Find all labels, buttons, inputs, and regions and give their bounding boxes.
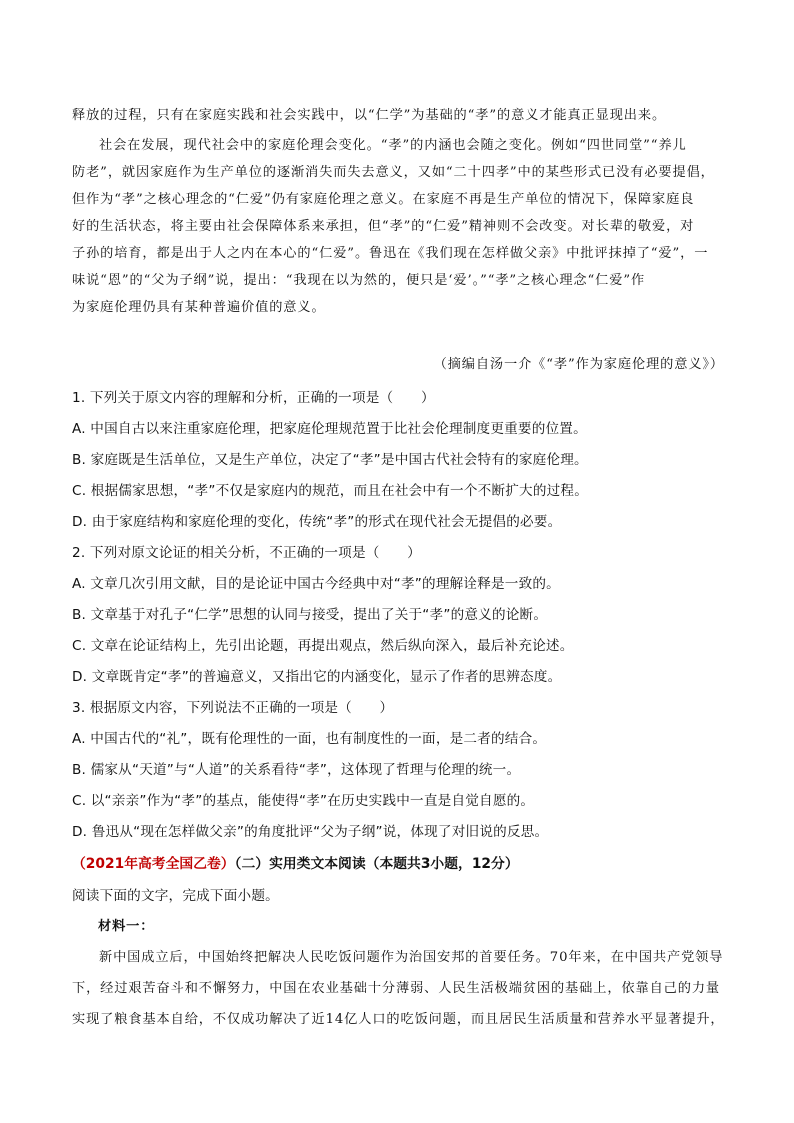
answer-option[interactable]: D. 由于家庭结构和家庭伦理的变化，传统“孝”的形式在现代社会无提倡的必要。 [72, 514, 562, 530]
answer-option[interactable]: A. 中国古代的“礼”，既有伦理性的一面，也有制度性的一面，是二者的结合。 [72, 731, 547, 747]
material-line: 下，经过艰苦奋斗和不懈努力，中国在农业基础十分薄弱、人民生活极端贫困的基础上，依靠自己的力量 [72, 981, 721, 996]
passage-line: 释放的过程，只有在家庭实践和社会实践中，以“仁学”为基础的“孝”的意义才能真正显现出来。 [72, 108, 667, 123]
material-line: 实现了粮食基本自给，不仅成功解决了近14亿人口的吃饭问题，而且居民生活质量和营养水平显著提升， [72, 1012, 725, 1027]
question-stem: 1. 下列关于原文内容的理解和分析，正确的一项是（ ） [72, 390, 435, 406]
material-label: 材料一： [98, 919, 155, 934]
answer-option[interactable]: C. 文章在论证结构上，先引出论题，再提出观点，然后纵向深入，最后补充论述。 [72, 638, 574, 654]
answer-option[interactable]: B. 儒家从“天道”与“人道”的关系看待“孝”，这体现了哲理与伦理的统一。 [72, 762, 521, 778]
answer-option[interactable]: C. 以“亲亲”作为“孝”的基点，能使得“孝”在历史实践中一直是自觉自愿的。 [72, 793, 535, 809]
answer-option[interactable]: D. 文章既肯定“孝”的普遍意义，又指出它的内涵变化，显示了作者的思辨态度。 [72, 669, 562, 685]
answer-option[interactable]: C. 根据儒家思想，“孝”不仅是家庭内的规范，而且在社会中有一个不断扩大的过程。 [72, 483, 588, 499]
question-stem: 3. 根据原文内容，下列说法不正确的一项是（ ） [72, 700, 394, 716]
passage-line: 防老”，就因家庭作为生产单位的逐渐消失而失去意义，又如“二十四孝”中的某些形式已没有必要提倡， [72, 165, 715, 180]
question-stem: 2. 下列对原文论证的相关分析，不正确的一项是（ ） [72, 545, 421, 561]
answer-option[interactable]: D. 鲁迅从“现在怎样做父亲”的角度批评“父为子纲”说，体现了对旧说的反思。 [72, 824, 549, 840]
passage-line: 但作为“孝”之核心理念的“仁爱”仍有家庭伦理之意义。在家庭不再是生产单位的情况下，保障家庭良 [72, 192, 695, 207]
section-title: （二）实用类文本阅读（本题共3小题，12分） [234, 856, 519, 872]
answer-option[interactable]: A. 中国自古以来注重家庭伦理，把家庭伦理规范置于比社会伦理制度更重要的位置。 [72, 421, 587, 437]
material-line: 新中国成立后，中国始终把解决人民吃饭问题作为治国安邦的首要任务。70年来，在中国共产党领导 [99, 950, 724, 965]
passage-line: 社会在发展，现代社会中的家庭伦理会变化。“孝”的内涵也会随之变化。例如“四世同堂”“养儿 [99, 138, 687, 153]
passage-line: 为家庭伦理仍具有某种普遍价值的意义。 [72, 300, 326, 315]
passage-line: 子孙的培育，都是出于人之内在本心的“仁爱”。鲁迅在《我们现在怎样做父亲》中批评抹掉了“爱”，一 [72, 246, 709, 261]
passage-line: 好的生活状态，将主要由社会保障体系来承担，但“孝”的“仁爱”精神则不会改变。对长辈的敬爱，对 [72, 219, 695, 234]
passage-line: 味说“恩”的“父为子纲”说，提出：“我现在以为然的，便只是‘爱’。”“孝”之核心理念“仁爱”作 [72, 273, 646, 288]
section-heading [72, 852, 519, 872]
source-attribution: （摘编自汤一介《“孝”作为家庭伦理的意义》） [433, 357, 724, 372]
instruction-text: 阅读下面的文字，完成下面小题。 [72, 888, 279, 904]
answer-option[interactable]: B. 文章基于对孔子“仁学”思想的认同与接受，提出了关于“孝”的意义的论断。 [72, 607, 548, 623]
exam-source-tag: （2021年高考全国乙卷） [72, 856, 235, 872]
answer-option[interactable]: A. 文章几次引用文献，目的是论证中国古今经典中对“孝”的理解诠释是一致的。 [72, 576, 560, 592]
answer-option[interactable]: B. 家庭既是生活单位，又是生产单位，决定了“孝”是中国古代社会特有的家庭伦理。 [72, 452, 588, 468]
